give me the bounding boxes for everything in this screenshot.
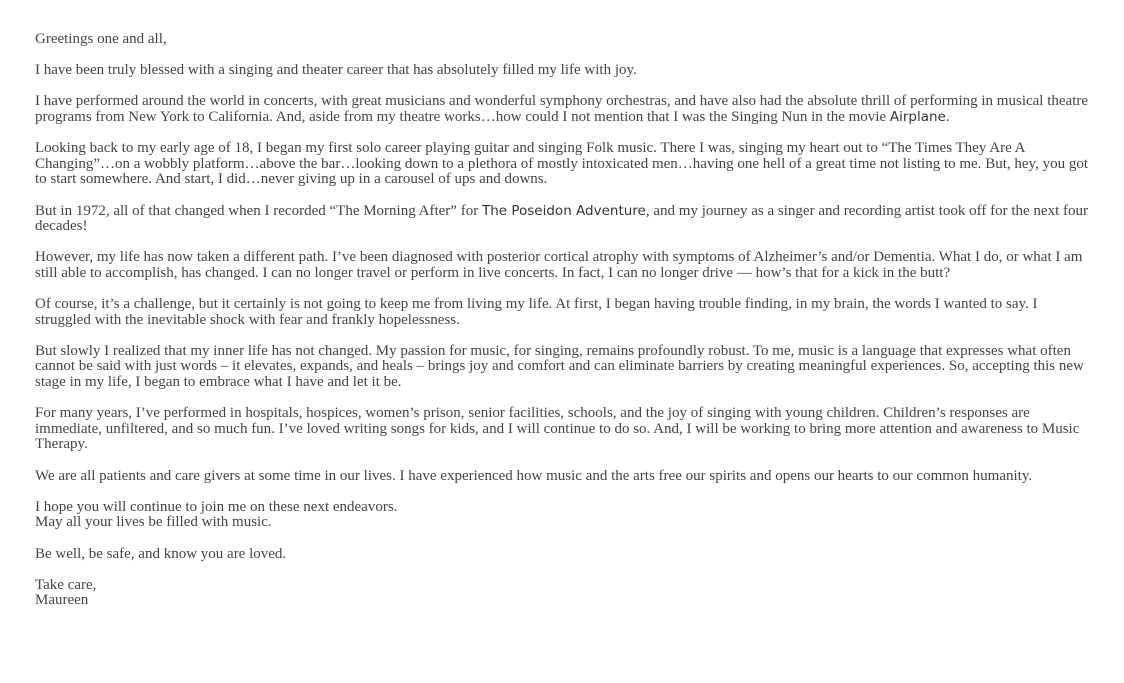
paragraph-performances-end: . [945, 108, 950, 125]
paragraph-diagnosis: However, my life has now taken a different path. I’ve been diagnosed with posterior cortical atrophy with symptoms of Alzheimer’s and/or Dementia. What I do, or what I am still able to accomplish, has changed. I can no longer travel or perform in live concerts. In fact, I can no longer drive — how’s that for a kick in the butt? [35, 249, 1083, 281]
music-wish-line: May all your lives be filled with music. [35, 514, 272, 531]
signature-name: Maureen [35, 592, 89, 609]
closing-take-care: Take care, [35, 576, 97, 593]
paragraph-be-well: Be well, be safe, and know you are loved. [35, 545, 287, 562]
paragraph-hope [35, 500, 1095, 531]
greeting: Greetings one and all, [35, 31, 167, 47]
paragraph-inner-life: But slowly I realized that my inner life has not changed. My passion for music, for singing, remains profoundly robust. To me, music is a language that expresses what often cannot be said with just words – it elevates, expands, and heals – brings joy and comfort and can eliminate barriers by creating meaningful experiences. So, accepting this new stage in my life, I began to embrace what I have and let it be. [35, 342, 1084, 391]
paragraph-challenge: Of course, it’s a challenge, but it certainly is not going to keep me from living my life. At first, I began having trouble finding, in my brain, the words I wanted to say. I struggled with the inevitable shock with fear and frankly hopelessness. [35, 296, 1038, 328]
movie-title-airplane: Airplane [889, 108, 946, 125]
paragraph-early-career: Looking back to my early age of 18, I began my first solo career playing guitar and singing Folk music. There I was, singing my heart out to “The Times They Are A Changing”…on a wobbly platform…above the bar…looking down to a plethora of mostly intoxicated men…having one hell of a great time not listing to me. But, hey, you got to start somewhere. And start, I did…never giving up in a carousel of ups and downs. [35, 140, 1088, 188]
movie-title-poseidon: The Poseidon Adventure [481, 202, 646, 219]
hope-line: I hope you will continue to join me on these next endeavors. [35, 498, 398, 515]
paragraph-performing-hospitals: For many years, I’ve performed in hospitals, hospices, women’s prison, senior facilities, schools, and the joy of singing with young children. Children’s responses are immediate, unfiltered, and so much fun. I’ve loved writing songs for kids, and I will continue to do so. And, I will be working to bring more attention and awareness to Music Therapy. [35, 405, 1080, 453]
paragraph-1972-text: But in 1972, all of that changed when I recorded “The Morning After” for [35, 202, 482, 219]
paragraph-1972-end: , and my journey as a singer and recording artist took off for the next four decades! [35, 202, 1088, 235]
paragraph-patients-caregivers: We are all patients and care givers at some time in our lives. I have experienced how music and the arts free our spirits and opens our hearts to our common humanity. [35, 467, 1033, 484]
paragraph-performances [35, 94, 1095, 125]
paragraph-1972 [35, 204, 1095, 235]
paragraph-performances-text: I have performed around the world in concerts, with great musicians and wonderful symphony orchestras, and have also had the absolute thrill of performing in musical theatre programs from New York to California. And, aside from my theatre works…how could I not mention that I was the Singing Nun in the movie [35, 93, 1089, 125]
paragraph-career-joy: I have been truly blessed with a singing and theater career that has absolutely filled my life with joy. [35, 62, 637, 79]
closing [35, 578, 1095, 609]
